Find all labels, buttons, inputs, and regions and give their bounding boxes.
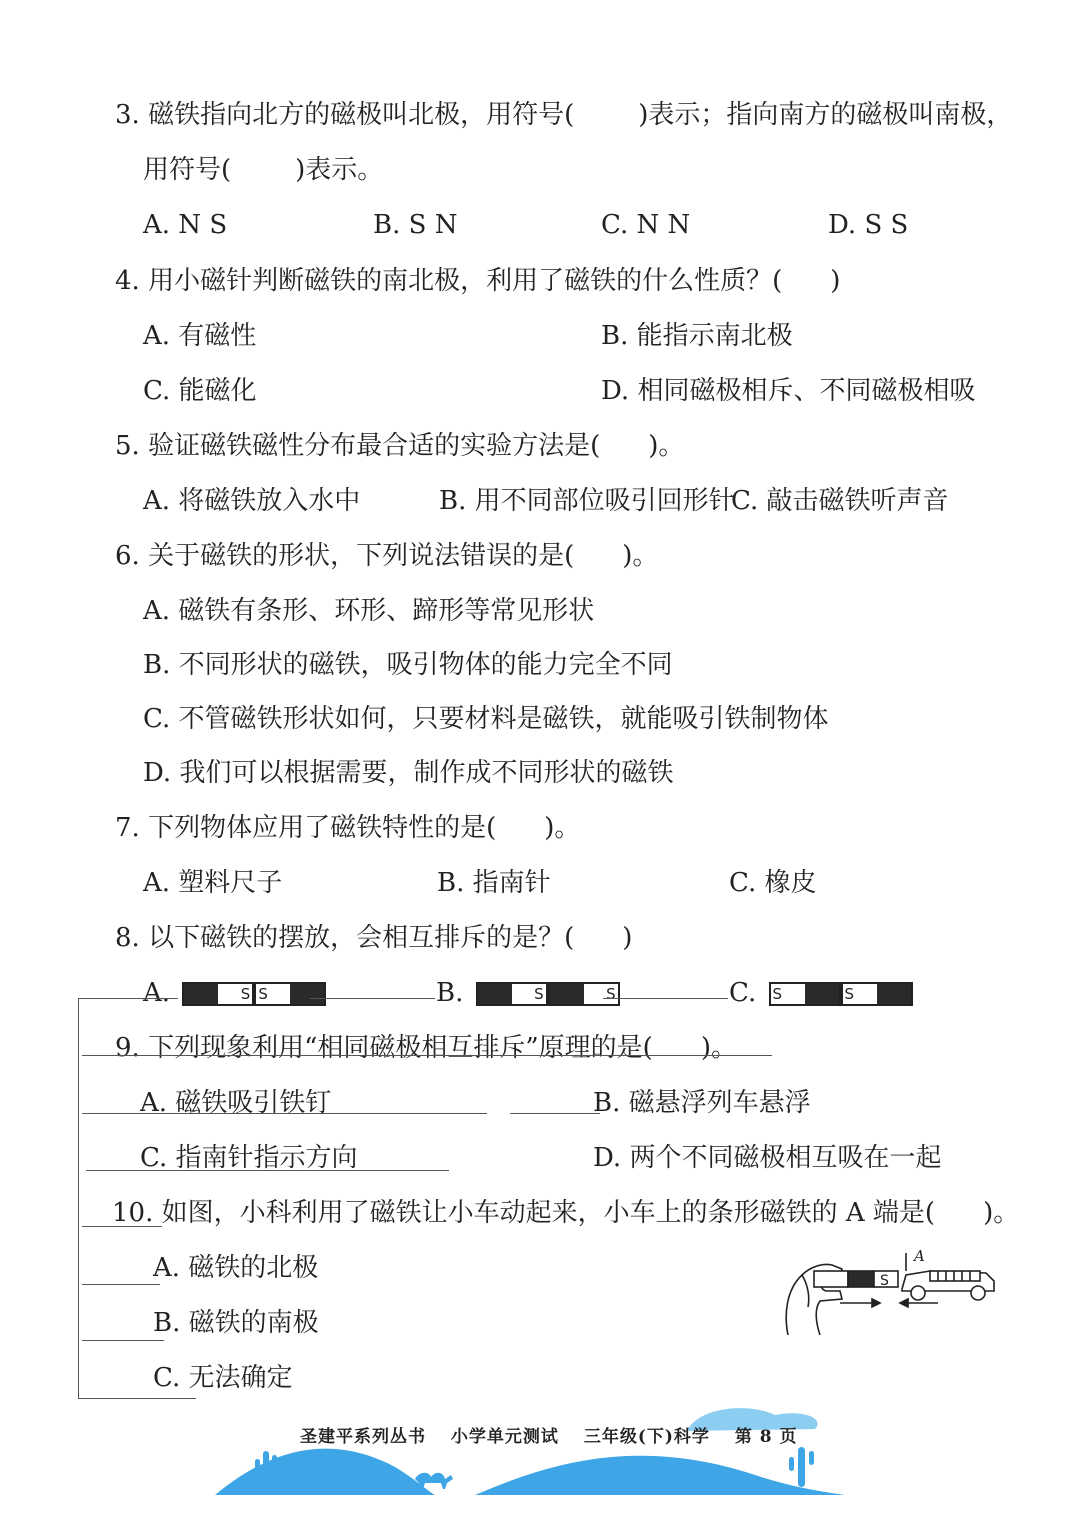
q3-option-d[interactable]: D. S S (828, 210, 909, 240)
q6-option-c[interactable]: C. 不管磁铁形状如何，只要材料是磁铁，就能吸引铁制物体 (143, 704, 829, 734)
rule-line (78, 1398, 196, 1399)
q3-text-b: )表示；指向南方的磁极叫南极， (638, 100, 1013, 130)
q7-question (115, 811, 580, 845)
q10-question (112, 1196, 1019, 1230)
q10-close: )。 (983, 1198, 1020, 1228)
q9-option-c[interactable]: C. 指南针指示方向 (140, 1143, 358, 1173)
q9-question (115, 1031, 737, 1065)
q3-text-a: 3. 磁铁指向北方的磁极叫北极，用符号( (115, 100, 575, 130)
footer-info (300, 1422, 816, 1447)
q9-text: 9. 下列现象利用“相同磁极相互排斥”原理的是( (115, 1033, 653, 1063)
footer-hill-left (215, 1449, 435, 1495)
q3-line1 (115, 98, 1012, 132)
arrow-right-icon (840, 1299, 880, 1307)
rule-line (82, 1284, 160, 1285)
q4-option-d[interactable]: D. 相同磁极相斥、不同磁极相吸 (601, 376, 976, 406)
camel-icon (415, 1473, 453, 1489)
q4-option-c[interactable]: C. 能磁化 (143, 376, 257, 406)
q10-figure (780, 1245, 1010, 1340)
hand-magnet-pole-label: S (880, 1273, 889, 1289)
q5-option-c[interactable]: C. 敲击磁铁听声音 (731, 486, 949, 516)
q6-close: )。 (622, 541, 659, 571)
rule-line (603, 998, 728, 999)
q5-option-b[interactable]: B. 用不同部位吸引回形针 (439, 486, 735, 516)
pole-label: S (844, 985, 855, 1003)
q10-option-b[interactable]: B. 磁铁的南极 (153, 1308, 319, 1338)
pole-label: S (258, 985, 268, 1003)
q8-question (115, 921, 632, 955)
rule-line (78, 998, 178, 999)
q8-text: 8. 以下磁铁的摆放，会相互排斥的是？( (115, 923, 575, 953)
q5-option-a[interactable]: A. 将磁铁放入水中 (143, 486, 361, 516)
q10-option-a[interactable]: A. 磁铁的北极 (153, 1253, 319, 1283)
q7-option-a[interactable]: A. 塑料尺子 (143, 868, 283, 898)
q7-option-b[interactable]: B. 指南针 (437, 868, 551, 898)
footer-series: 圣建平系列丛书 (300, 1427, 426, 1447)
rule-line (86, 1170, 449, 1171)
q10-text: 10. 如图，小科利用了磁铁让小车动起来，小车上的条形磁铁的 A 端是( (112, 1198, 936, 1228)
pole-label: S (772, 985, 783, 1003)
footer-page-number: 第 8 页 (734, 1427, 798, 1447)
q4-option-a[interactable]: A. 有磁性 (143, 321, 257, 351)
q8-option-a[interactable] (143, 976, 326, 1010)
car-magnet-end-label: A (914, 1247, 925, 1265)
rule-line (78, 998, 79, 1398)
q6-option-a[interactable]: A. 磁铁有条形、环形、蹄形等常见形状 (143, 596, 595, 626)
q8-c-magnet-left (769, 982, 841, 1006)
pole-label: S (534, 985, 544, 1003)
q8-a-magnet-left (182, 982, 254, 1006)
q9-option-d[interactable]: D. 两个不同磁极相互吸在一起 (593, 1143, 942, 1173)
q3-option-b[interactable]: B. S N (373, 210, 458, 240)
q4-text: 4. 用小磁针判断磁铁的南北极，利用了磁铁的什么性质？( (115, 266, 783, 296)
q5-text: 5. 验证磁铁磁性分布最合适的实验方法是( (115, 431, 601, 461)
q3-line2 (143, 153, 383, 187)
q6-question (115, 539, 658, 573)
q3-option-c[interactable]: C. N N (601, 210, 691, 240)
q4-question (115, 264, 840, 298)
q6-option-d[interactable]: D. 我们可以根据需要，制作成不同形状的磁铁 (143, 758, 674, 788)
cactus-icon (789, 1447, 814, 1487)
footer-grade: 三年级(下)科学 (583, 1427, 710, 1447)
q8-option-c-label: C. (729, 978, 757, 1008)
q9-option-b[interactable]: B. 磁悬浮列车悬浮 (593, 1088, 811, 1118)
rule-line (310, 998, 435, 999)
q10-option-c[interactable]: C. 无法确定 (153, 1363, 293, 1393)
rule-line (82, 1113, 487, 1114)
rule-line (82, 1055, 772, 1056)
q8-option-c[interactable] (729, 976, 913, 1010)
q9-close: )。 (700, 1033, 737, 1063)
q3-option-a[interactable]: A. N S (143, 210, 228, 240)
q3-text-d: )表示。 (295, 155, 384, 185)
rule-line (82, 1340, 164, 1341)
q4-close: ) (830, 266, 841, 296)
q8-option-b[interactable] (436, 976, 620, 1010)
footer-decoration (215, 1405, 845, 1500)
q8-option-a-label: A. (143, 978, 171, 1008)
q9-option-a[interactable]: A. 磁铁吸引铁钉 (140, 1088, 332, 1118)
q7-close: )。 (544, 813, 581, 843)
q6-text: 6. 关于磁铁的形状，下列说法错误的是( (115, 541, 575, 571)
q7-text: 7. 下列物体应用了磁铁特性的是( (115, 813, 497, 843)
rule-line (82, 1226, 162, 1227)
q8-b-magnet-right (548, 982, 620, 1006)
q5-close: )。 (648, 431, 685, 461)
hand-magnet (814, 1271, 898, 1289)
q6-option-b[interactable]: B. 不同形状的磁铁，吸引物体的能力完全不同 (143, 650, 673, 680)
q8-close: ) (622, 923, 633, 953)
q4-option-b[interactable]: B. 能指示南北极 (601, 321, 793, 351)
q8-b-magnet-left (476, 982, 548, 1006)
pole-label: S (606, 985, 616, 1003)
q8-c-magnet-right (841, 982, 913, 1006)
q8-a-magnet-right (254, 982, 326, 1006)
footer-book: 小学单元测试 (450, 1427, 559, 1447)
pole-label: S (240, 985, 251, 1003)
q5-question (115, 429, 684, 463)
q3-text-c: 用符号( (143, 155, 232, 185)
rule-line (510, 1113, 600, 1114)
q8-option-b-label: B. (436, 978, 464, 1008)
q7-option-c[interactable]: C. 橡皮 (729, 868, 817, 898)
